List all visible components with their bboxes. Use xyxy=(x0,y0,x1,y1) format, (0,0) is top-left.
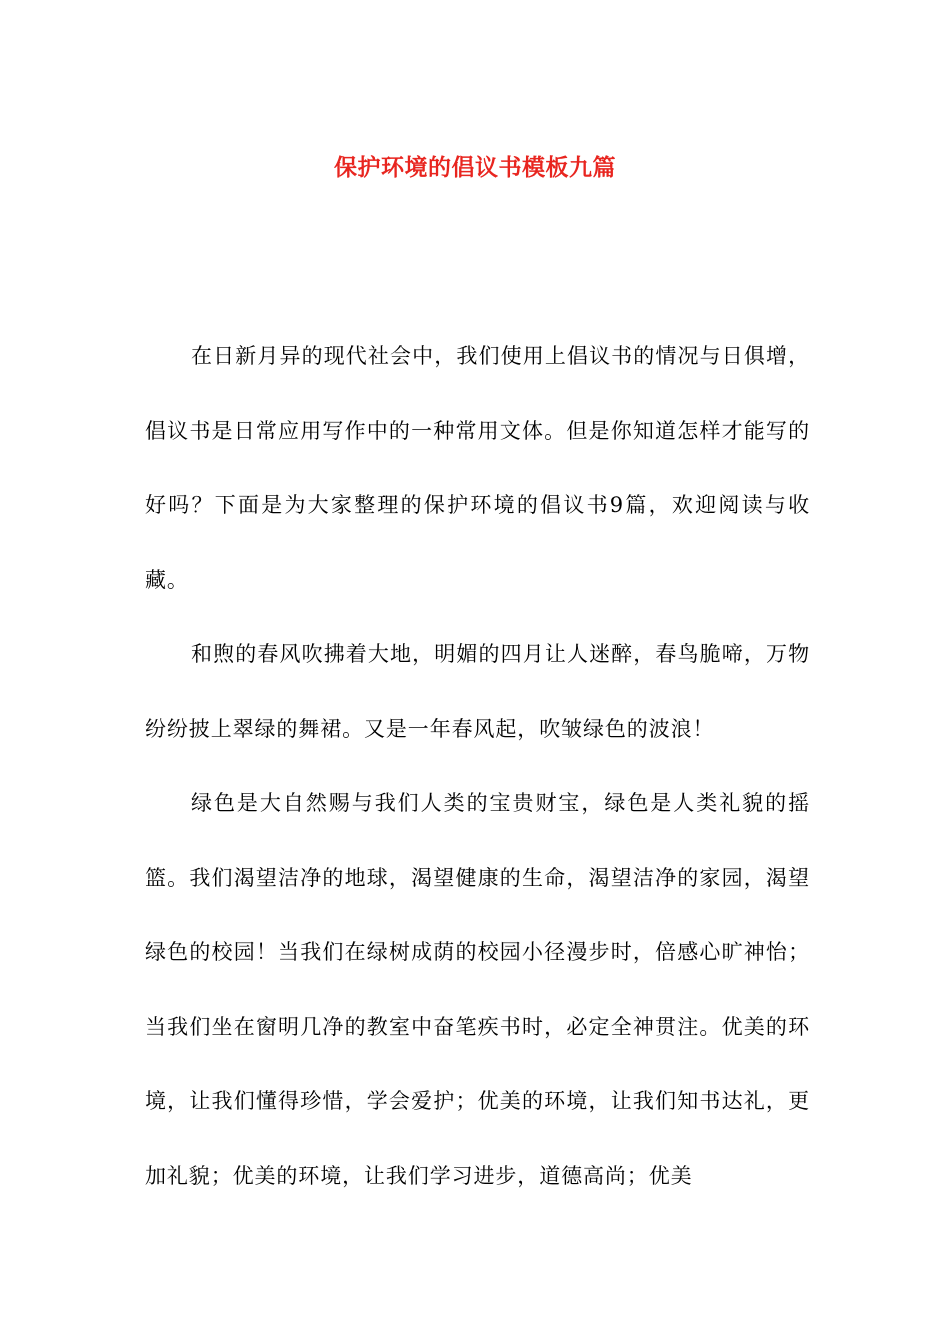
document-title: 保护环境的倡议书模板九篇 xyxy=(334,155,616,182)
document-body xyxy=(145,319,810,1213)
paragraph-green: 绿色是大自然赐与我们人类的宝贵财宝，绿色是人类礼貌的摇篮。我们渴望洁净的地球，渴望健康的生命，渴望洁净的家园，渴望绿色的校园！当我们在绿树成荫的校园小径漫步时，倍感心旷神怡；当我们坐在窗明几净的教室中奋笔疾书时，必定全神贯注。优美的环境，让我们懂得珍惜，学会爱护；优美的环境，让我们知书达礼，更加礼貌；优美的环境，让我们学习进步，道德高尚；优美 xyxy=(145,791,810,1188)
paragraph-spring: 和煦的春风吹拂着大地，明媚的四月让人迷醉，春鸟脆啼，万物纷纷披上翠绿的舞裙。又是一年春风起，吹皱绿色的波浪！ xyxy=(145,642,810,741)
paragraph-intro: 在日新月异的现代社会中，我们使用上倡议书的情况与日俱增，倡议书是日常应用写作中的一种常用文体。但是你知道怎样才能写的好吗？下面是为大家整理的保护环境的倡议书9篇，欢迎阅读与收藏。 xyxy=(145,344,810,592)
